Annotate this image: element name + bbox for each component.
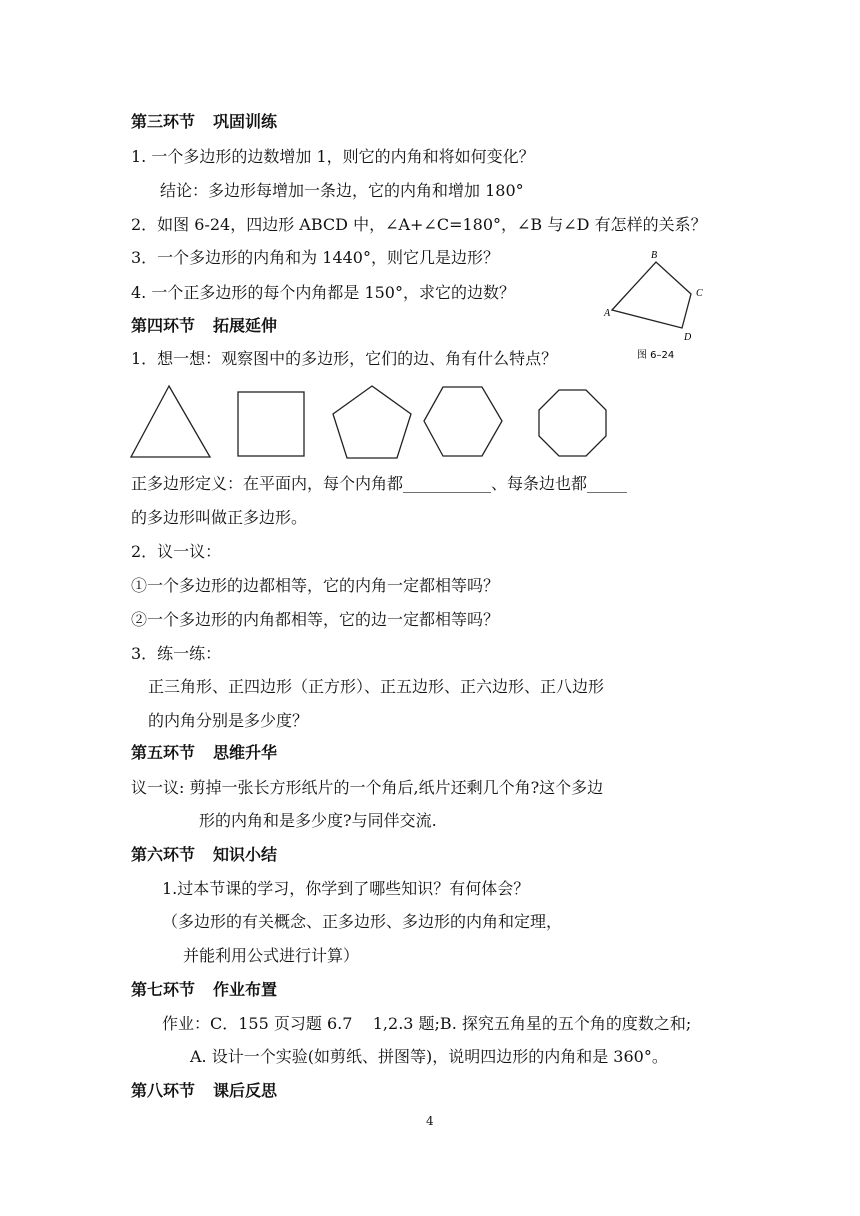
s4-item-2b: ②一个多边形的内角都相等，它的边一定都相等吗？: [131, 610, 500, 629]
s4-item-2a: ①一个多边形的边都相等，它的内角一定都相等吗？: [131, 576, 500, 595]
s3-question-1: 1. 一个多边形的边数增加 1，则它的内角和将如何变化？: [131, 147, 535, 166]
section-8-title: 课后反思: [213, 1081, 278, 1100]
s5-line-2: 形的内角和是多少度?与同伴交流.: [199, 811, 437, 830]
section-8-heading: [131, 1081, 277, 1101]
section-8-label: 第八环节: [131, 1081, 196, 1100]
section-3-heading: [131, 112, 277, 132]
section-6-heading: [131, 845, 277, 865]
regular-hexagon-shape: [424, 387, 502, 456]
square-shape: [238, 392, 304, 456]
section-4-title: 拓展延伸: [213, 316, 278, 335]
figure-caption: 图 6–24: [637, 350, 675, 361]
s6-line-1: 1.过本节课的学习，你学到了哪些知识？有何体会？: [162, 879, 530, 898]
section-4-heading: [131, 316, 277, 336]
figure-6-24: [595, 248, 715, 363]
s3-question-2: 2．如图 6-24，四边形 ABCD 中，∠A+∠C=180°，∠B 与∠D 有怎样的关系？: [131, 215, 707, 234]
s4-item-1: 1．想一想：观察图中的多边形，它们的边、角有什么特点？: [131, 349, 558, 368]
section-7-title: 作业布置: [213, 980, 278, 999]
s3-question-4: 4. 一个正多边形的每个内角都是 150°，求它的边数？: [131, 283, 515, 302]
section-5-label: 第五环节: [131, 743, 196, 762]
homework-line-2: A. 设计一个实验(如剪纸、拼图等)，说明四边形的内角和是 360°。: [190, 1047, 668, 1066]
s4-item-3: 3．练一练：: [131, 644, 222, 663]
section-5-heading: [131, 743, 277, 763]
regular-polygons-figure: [125, 380, 625, 465]
section-4-label: 第四环节: [131, 316, 196, 335]
vertex-label-d: D: [684, 332, 692, 343]
page-number: 4: [426, 1114, 434, 1128]
s3-question-1-conclusion: 结论：多边形每增加一条边，它的内角和增加 180°: [160, 181, 524, 200]
section-7-label: 第七环节: [131, 980, 196, 999]
vertex-label-a: A: [604, 308, 611, 319]
homework-line-1: 作业：C．155 页习题 6.7 1,2.3 题;B. 探究五角星的五个角的度数之和;: [162, 1014, 692, 1033]
section-7-heading: [131, 980, 277, 1000]
s6-line-3: 并能利用公式进行计算）: [183, 946, 360, 965]
regular-pentagon-shape: [333, 386, 411, 458]
section-5-title: 思维升华: [213, 743, 278, 762]
s4-item-3-line-2: 的内角分别是多少度？: [148, 711, 309, 730]
regular-polygon-definition-line-1: 正多边形定义：在平面内，每个内角都___________、每条边也都_____: [131, 474, 628, 493]
vertex-label-c: C: [696, 288, 703, 299]
regular-polygon-definition-line-2: 的多边形叫做正多边形。: [131, 508, 308, 527]
s4-item-2: 2．议一议：: [131, 542, 222, 561]
s5-line-1: 议一议: 剪掉一张长方形纸片的一个角后,纸片还剩几个角?这个多边: [131, 778, 604, 797]
section-3-label: 第三环节: [131, 112, 196, 131]
regular-triangle-shape: [131, 386, 210, 457]
section-6-title: 知识小结: [213, 845, 278, 864]
section-3-title: 巩固训练: [213, 112, 278, 131]
regular-octagon-shape: [539, 390, 606, 456]
s3-question-3: 3．一个多边形的内角和为 1440°，则它几是边形？: [131, 248, 499, 267]
quadrilateral-abcd: [612, 262, 691, 328]
section-6-label: 第六环节: [131, 845, 196, 864]
s4-item-3-line-1: 正三角形、正四边形（正方形）、正五边形、正六边形、正八边形: [148, 677, 605, 696]
vertex-label-b: B: [651, 250, 658, 261]
s6-line-2: （多边形的有关概念、正多边形、多边形的内角和定理，: [162, 912, 563, 931]
